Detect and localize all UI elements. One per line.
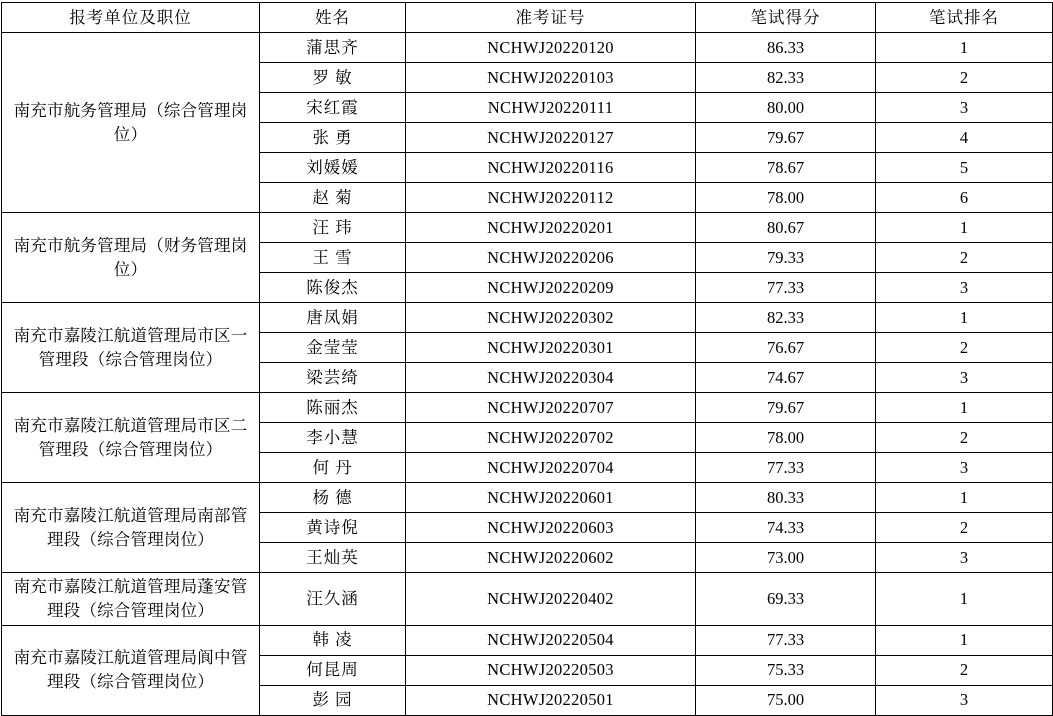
cell-name: 杨 德 <box>260 483 406 513</box>
cell-unit: 南充市嘉陵江航道管理局阆中管理段（综合管理岗位） <box>2 625 260 715</box>
cell-admission-id: NCHWJ20220501 <box>406 685 696 715</box>
cell-name: 梁芸绮 <box>260 363 406 393</box>
cell-rank: 1 <box>876 625 1053 655</box>
column-header-name: 姓名 <box>260 3 406 33</box>
cell-unit: 南充市嘉陵江航道管理局市区一管理段（综合管理岗位） <box>2 303 260 393</box>
cell-unit: 南充市嘉陵江航道管理局市区二管理段（综合管理岗位） <box>2 393 260 483</box>
cell-admission-id: NCHWJ20220402 <box>406 573 696 626</box>
cell-admission-id: NCHWJ20220707 <box>406 393 696 423</box>
document-sheet <box>0 2 1053 710</box>
column-header-rank: 笔试排名 <box>876 3 1053 33</box>
exam-score-table <box>1 2 1053 716</box>
cell-admission-id: NCHWJ20220209 <box>406 273 696 303</box>
cell-admission-id: NCHWJ20220301 <box>406 333 696 363</box>
cell-rank: 1 <box>876 573 1053 626</box>
cell-unit: 南充市航务管理局（财务管理岗位） <box>2 213 260 303</box>
cell-name: 张 勇 <box>260 123 406 153</box>
table-row <box>2 625 1053 655</box>
cell-score: 79.33 <box>696 243 876 273</box>
cell-score: 75.00 <box>696 685 876 715</box>
cell-admission-id: NCHWJ20220120 <box>406 33 696 63</box>
cell-rank: 3 <box>876 93 1053 123</box>
cell-rank: 3 <box>876 543 1053 573</box>
cell-score: 69.33 <box>696 573 876 626</box>
cell-rank: 1 <box>876 393 1053 423</box>
cell-admission-id: NCHWJ20220206 <box>406 243 696 273</box>
cell-admission-id: NCHWJ20220601 <box>406 483 696 513</box>
cell-rank: 2 <box>876 333 1053 363</box>
cell-name: 陈丽杰 <box>260 393 406 423</box>
cell-score: 74.33 <box>696 513 876 543</box>
cell-score: 77.33 <box>696 453 876 483</box>
cell-admission-id: NCHWJ20220302 <box>406 303 696 333</box>
column-header-admission-id: 准考证号 <box>406 3 696 33</box>
cell-name: 刘媛媛 <box>260 153 406 183</box>
cell-rank: 3 <box>876 363 1053 393</box>
cell-name: 韩 凌 <box>260 625 406 655</box>
cell-admission-id: NCHWJ20220603 <box>406 513 696 543</box>
cell-rank: 3 <box>876 685 1053 715</box>
table-row <box>2 483 1053 513</box>
cell-rank: 2 <box>876 423 1053 453</box>
cell-name: 李小慧 <box>260 423 406 453</box>
column-header-unit: 报考单位及职位 <box>2 3 260 33</box>
cell-name: 罗 敏 <box>260 63 406 93</box>
cell-admission-id: NCHWJ20220304 <box>406 363 696 393</box>
table-body <box>2 33 1053 716</box>
cell-name: 何昆周 <box>260 655 406 685</box>
cell-admission-id: NCHWJ20220201 <box>406 213 696 243</box>
cell-rank: 1 <box>876 483 1053 513</box>
cell-rank: 1 <box>876 33 1053 63</box>
cell-admission-id: NCHWJ20220702 <box>406 423 696 453</box>
cell-score: 82.33 <box>696 303 876 333</box>
cell-score: 80.67 <box>696 213 876 243</box>
cell-unit: 南充市航务管理局（综合管理岗位） <box>2 33 260 213</box>
cell-score: 74.67 <box>696 363 876 393</box>
cell-unit: 南充市嘉陵江航道管理局南部管理段（综合管理岗位） <box>2 483 260 573</box>
cell-rank: 4 <box>876 123 1053 153</box>
cell-name: 何 丹 <box>260 453 406 483</box>
cell-admission-id: NCHWJ20220504 <box>406 625 696 655</box>
cell-score: 76.67 <box>696 333 876 363</box>
cell-score: 79.67 <box>696 393 876 423</box>
cell-score: 80.33 <box>696 483 876 513</box>
cell-rank: 3 <box>876 273 1053 303</box>
cell-score: 75.33 <box>696 655 876 685</box>
cell-unit: 南充市嘉陵江航道管理局蓬安管理段（综合管理岗位） <box>2 573 260 626</box>
cell-name: 赵 菊 <box>260 183 406 213</box>
cell-name: 金莹莹 <box>260 333 406 363</box>
cell-rank: 1 <box>876 303 1053 333</box>
cell-score: 73.00 <box>696 543 876 573</box>
cell-rank: 6 <box>876 183 1053 213</box>
cell-admission-id: NCHWJ20220127 <box>406 123 696 153</box>
cell-rank: 3 <box>876 453 1053 483</box>
cell-score: 78.67 <box>696 153 876 183</box>
cell-rank: 1 <box>876 213 1053 243</box>
cell-admission-id: NCHWJ20220503 <box>406 655 696 685</box>
cell-name: 王灿英 <box>260 543 406 573</box>
cell-score: 79.67 <box>696 123 876 153</box>
cell-score: 77.33 <box>696 625 876 655</box>
cell-rank: 2 <box>876 655 1053 685</box>
cell-name: 汪久涵 <box>260 573 406 626</box>
cell-name: 陈俊杰 <box>260 273 406 303</box>
cell-admission-id: NCHWJ20220602 <box>406 543 696 573</box>
cell-score: 80.00 <box>696 93 876 123</box>
cell-admission-id: NCHWJ20220111 <box>406 93 696 123</box>
cell-admission-id: NCHWJ20220704 <box>406 453 696 483</box>
cell-name: 汪 玮 <box>260 213 406 243</box>
cell-name: 黄诗倪 <box>260 513 406 543</box>
column-header-score: 笔试得分 <box>696 3 876 33</box>
table-row <box>2 213 1053 243</box>
cell-name: 宋红霞 <box>260 93 406 123</box>
cell-name: 唐凤娟 <box>260 303 406 333</box>
cell-score: 86.33 <box>696 33 876 63</box>
table-row <box>2 573 1053 626</box>
cell-score: 78.00 <box>696 183 876 213</box>
cell-rank: 2 <box>876 63 1053 93</box>
cell-rank: 2 <box>876 513 1053 543</box>
cell-score: 77.33 <box>696 273 876 303</box>
cell-name: 蒲思齐 <box>260 33 406 63</box>
cell-name: 彭 园 <box>260 685 406 715</box>
cell-admission-id: NCHWJ20220112 <box>406 183 696 213</box>
table-row <box>2 33 1053 63</box>
table-row <box>2 393 1053 423</box>
cell-score: 78.00 <box>696 423 876 453</box>
cell-score: 82.33 <box>696 63 876 93</box>
cell-rank: 5 <box>876 153 1053 183</box>
cell-rank: 2 <box>876 243 1053 273</box>
cell-admission-id: NCHWJ20220103 <box>406 63 696 93</box>
cell-name: 王 雪 <box>260 243 406 273</box>
table-row <box>2 303 1053 333</box>
cell-admission-id: NCHWJ20220116 <box>406 153 696 183</box>
table-header-row <box>2 3 1053 33</box>
table-header <box>2 3 1053 33</box>
